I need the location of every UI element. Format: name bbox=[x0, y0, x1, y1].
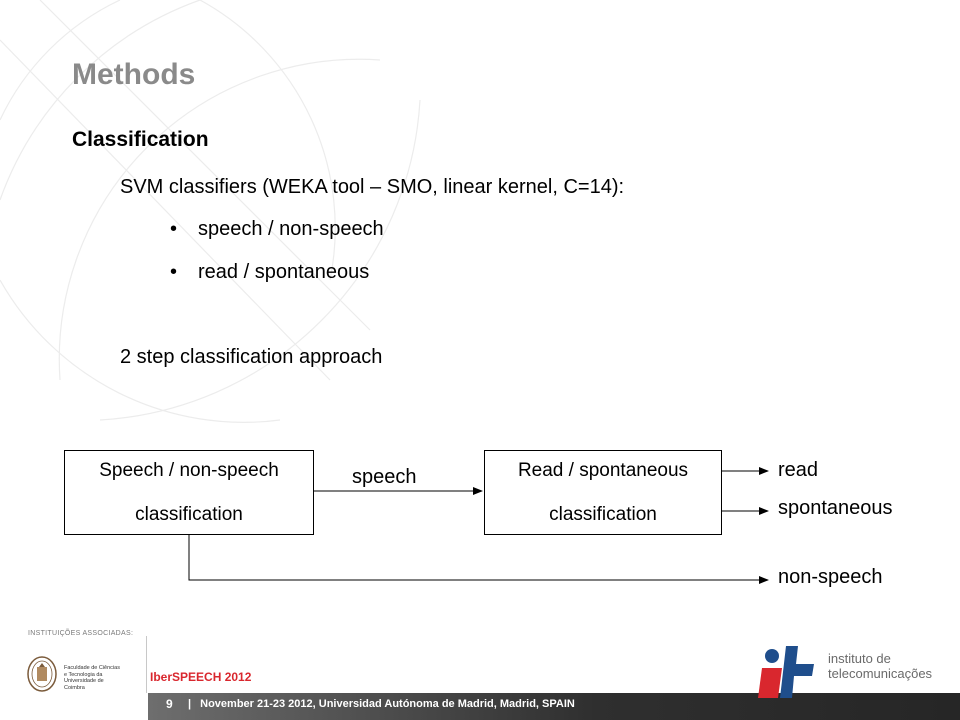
associated-institutions-header: INSTITUIÇÕES ASSOCIADAS: bbox=[28, 630, 134, 637]
box-label: Read / spontaneous bbox=[517, 460, 689, 481]
institute-name-line: telecomunicações bbox=[828, 666, 933, 681]
box-label: classification bbox=[135, 504, 243, 525]
footer-divider bbox=[146, 636, 147, 698]
read-spontaneous-classification-box bbox=[484, 450, 722, 535]
event-details bbox=[188, 698, 575, 710]
event-details-text: November 21-23 2012, Universidad Autónoma de Madrid, Madrid, SPAIN bbox=[200, 698, 575, 710]
speech-arrow-label: speech bbox=[352, 466, 417, 488]
institute-name bbox=[828, 651, 932, 681]
section-heading: Classification bbox=[72, 128, 209, 151]
bullet-item: read / spontaneous bbox=[198, 261, 370, 283]
footer-separator: | bbox=[188, 698, 192, 710]
bullet-marker: • bbox=[170, 218, 178, 240]
university-logo-text: Faculdade de Ciências e Tecnologia da Universidade de Coimbra bbox=[64, 665, 120, 691]
output-read: read bbox=[778, 459, 819, 481]
it-logo-icon bbox=[756, 642, 824, 702]
slide-title: Methods bbox=[72, 58, 196, 91]
event-name: IberSPEECH 2012 bbox=[150, 670, 252, 684]
output-non-speech: non-speech bbox=[778, 566, 883, 588]
box-label: Speech / non-speech bbox=[99, 460, 279, 481]
bullet-marker: • bbox=[170, 261, 178, 283]
approach-line: 2 step classification approach bbox=[120, 346, 383, 368]
output-spontaneous: spontaneous bbox=[778, 497, 893, 519]
institute-name-line: instituto de bbox=[828, 651, 891, 666]
university-seal-icon bbox=[26, 655, 58, 693]
non-speech-arrow bbox=[189, 535, 768, 580]
speech-classification-box bbox=[64, 450, 314, 535]
page-number: 9 bbox=[166, 697, 173, 711]
bullet-item: speech / non-speech bbox=[198, 218, 384, 240]
box-label: classification bbox=[549, 504, 657, 525]
intro-line: SVM classifiers (WEKA tool – SMO, linear kernel, C=14): bbox=[120, 176, 625, 198]
